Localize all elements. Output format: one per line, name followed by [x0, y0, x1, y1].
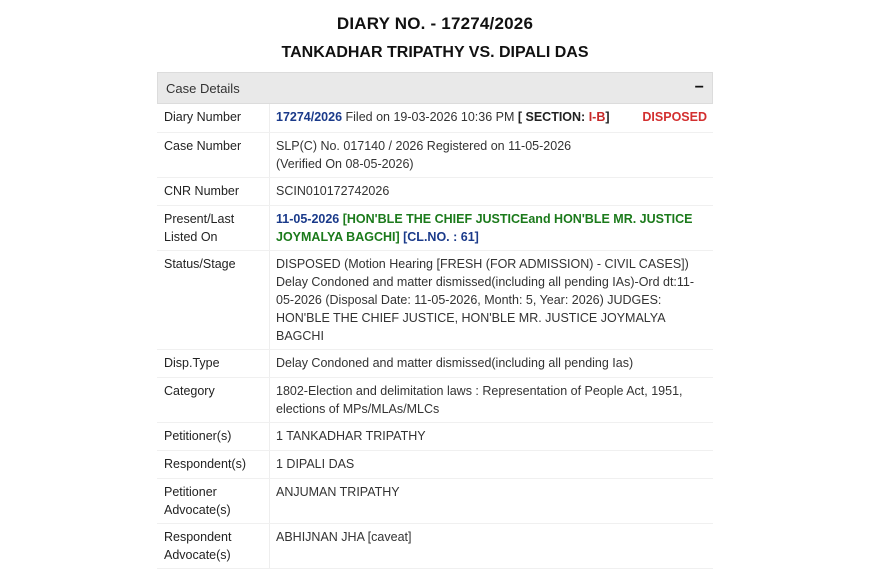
table-row-respondent-advocates	[157, 523, 713, 568]
listed-date: 11-05-2026	[276, 211, 340, 226]
table-row-cnr-number	[157, 177, 713, 205]
section-label: [ SECTION:	[517, 110, 589, 124]
filed-on-text: Filed on 19-03-2026 10:36 PM	[342, 110, 518, 124]
table-row-disp-type	[157, 349, 713, 377]
respondents-value: 1 DIPALI DAS	[270, 450, 714, 478]
table-row-category	[157, 377, 713, 422]
case-details-panel	[157, 72, 713, 569]
category-value: 1802-Election and delimitation laws : Representation of People Act, 1951, elections of MPs/MLAs/MLCs	[270, 377, 714, 422]
section-value: I-B	[588, 110, 606, 124]
respondent-advocates-label-line1: Respondent	[164, 529, 232, 544]
disp-type-value: Delay Condoned and matter dismissed(including all pending Ias)	[270, 349, 714, 377]
case-details-header[interactable]	[157, 72, 713, 104]
listed-cause-list-number: [CL.NO. : 61]	[399, 229, 479, 244]
category-label: Category	[157, 377, 270, 422]
status-stage-label: Status/Stage	[157, 250, 270, 349]
respondent-advocates-label	[157, 523, 270, 568]
case-number-value	[270, 132, 714, 177]
petitioner-advocates-value: ANJUMAN TRIPATHY	[270, 478, 714, 523]
petitioner-advocates-label-line1: Petitioner	[164, 484, 217, 499]
petitioners-value: 1 TANKADHAR TRIPATHY	[270, 422, 714, 450]
respondent-advocates-value: ABHIJNAN JHA [caveat]	[270, 523, 714, 568]
status-stage-value: DISPOSED (Motion Hearing [FRESH (FOR ADMISSION) - CIVIL CASES]) Delay Condoned and matter dismissed(including all pending IAs)-Ord dt:11-05-2026 (Disposal Date: 11-05-2026, Month: 5, Year: 2026) JUDGES: HON'BLE THE CHIEF JUSTICE, HON'BLE MR. JUSTICE JOYMALYA BAGCHI	[270, 250, 714, 349]
petitioner-advocates-label-line2: Advocate(s)	[164, 502, 231, 517]
case-details-table	[157, 104, 713, 569]
case-parties-title: TANKADHAR TRIPATHY VS. DIPALI DAS	[281, 44, 589, 61]
petitioner-advocates-label	[157, 478, 270, 523]
case-number-verified: (Verified On 08-05-2026)	[276, 156, 414, 171]
diary-number: 17274/2026	[276, 110, 343, 124]
listed-on-label	[157, 205, 270, 250]
diary-number-value	[270, 104, 714, 132]
disposed-badge: DISPOSED	[642, 110, 707, 124]
listed-on-label-line2: Listed On	[164, 229, 218, 244]
table-row-status-stage	[157, 250, 713, 349]
respondents-label: Respondent(s)	[157, 450, 270, 478]
case-details-heading: Case Details	[166, 80, 240, 96]
listed-on-label-line1: Present/Last	[164, 211, 235, 226]
petitioners-label: Petitioner(s)	[157, 422, 270, 450]
respondent-advocates-label-line2: Advocate(s)	[164, 547, 231, 562]
cnr-number-value: SCIN010172742026	[270, 177, 714, 205]
table-row-listed-on	[157, 205, 713, 250]
disp-type-label: Disp.Type	[157, 349, 270, 377]
case-number-registered: SLP(C) No. 017140 / 2026 Registered on 11-05-2026	[276, 138, 572, 153]
table-row-respondents	[157, 450, 713, 478]
table-row-case-number	[157, 132, 713, 177]
cnr-number-label: CNR Number	[157, 177, 270, 205]
listed-on-value	[270, 205, 714, 250]
collapse-icon[interactable]: −	[694, 79, 704, 96]
diary-number-label: Diary Number	[157, 104, 270, 132]
page-title: DIARY NO. - 17274/2026	[336, 14, 534, 33]
table-row-petitioner-advocates	[157, 478, 713, 523]
section-close: ]	[605, 110, 610, 124]
listed-bench: [HON'BLE THE CHIEF JUSTICEand HON'BLE MR. JUSTICE JOYMALYA BAGCHI]	[276, 211, 693, 244]
case-number-label: Case Number	[157, 132, 270, 177]
table-row-diary-number	[157, 104, 713, 132]
table-row-petitioners	[157, 422, 713, 450]
